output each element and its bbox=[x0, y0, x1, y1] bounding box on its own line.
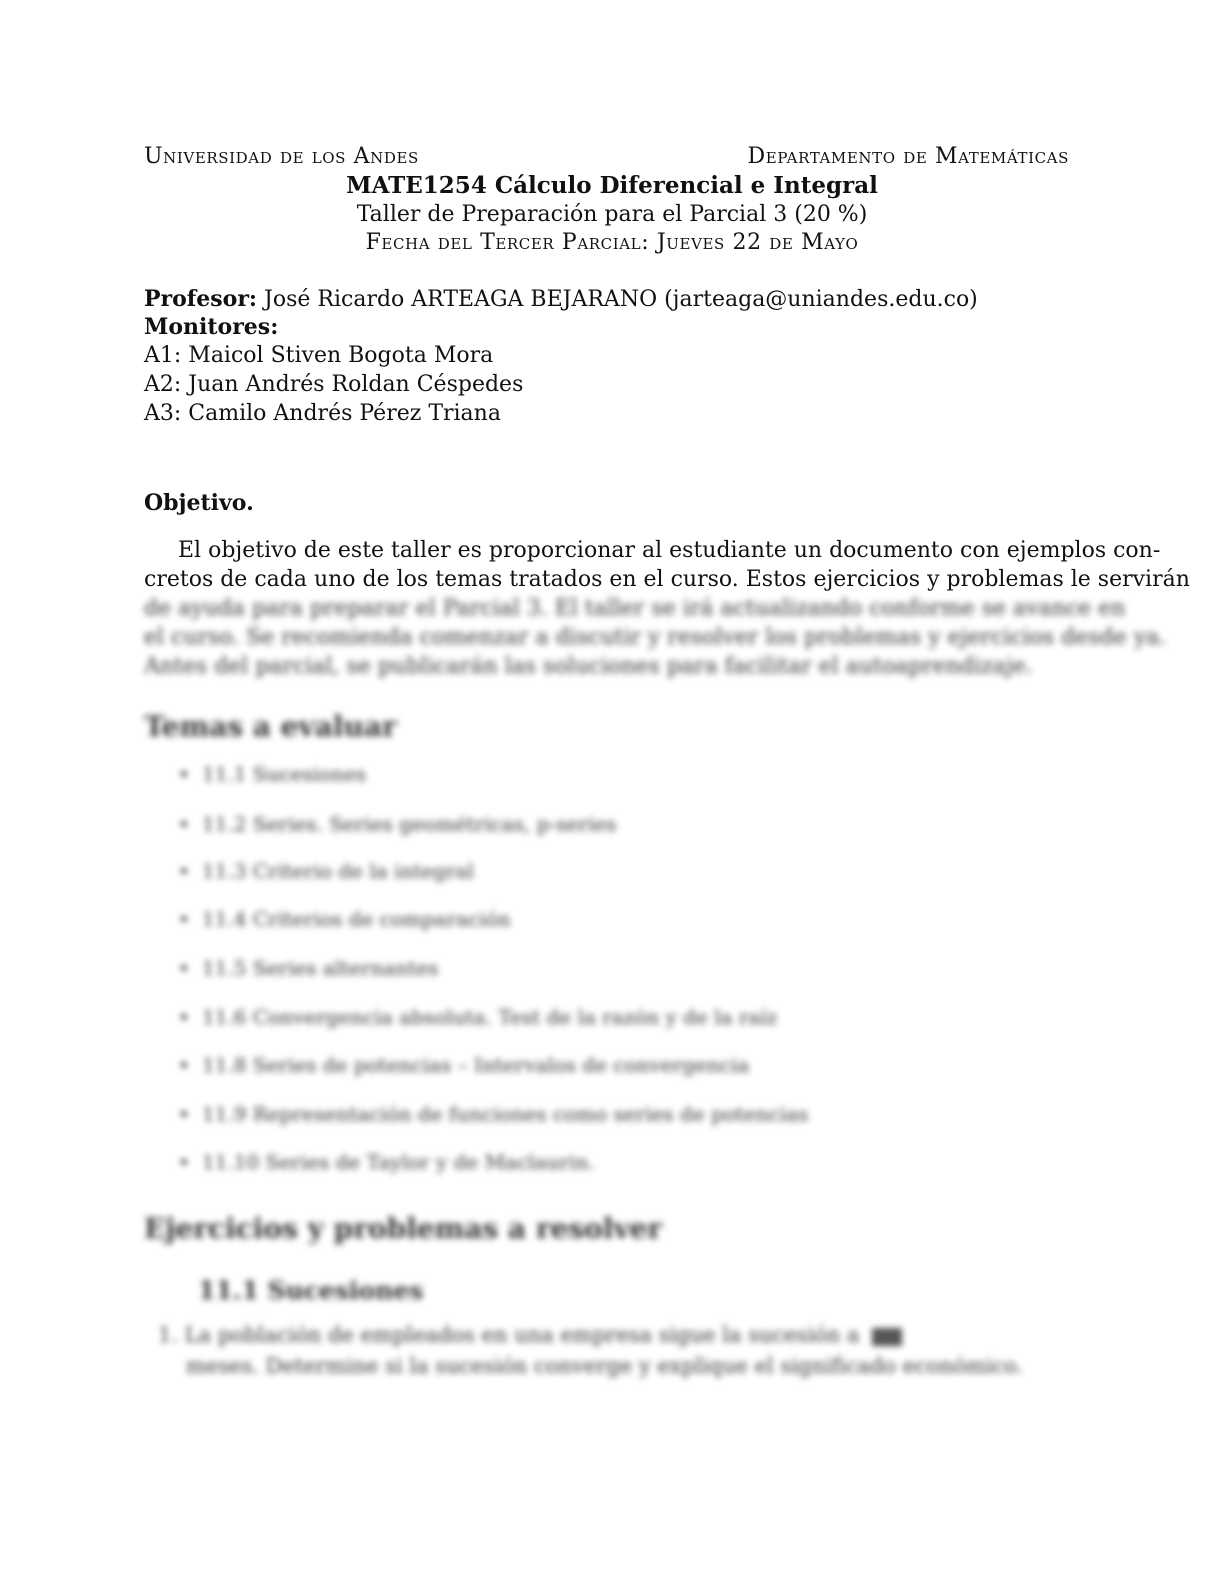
topic-item: • 11.4 Criterios de comparación bbox=[178, 907, 511, 931]
department-name: Departamento de Matemáticas bbox=[747, 144, 1069, 169]
profesor-label: Profesor: bbox=[144, 286, 258, 312]
formula-icon bbox=[872, 1328, 902, 1346]
exercise-text-continuation: meses. Determine si la sucesión converge y explique el significado económico. bbox=[186, 1354, 1023, 1378]
monitores-label: Monitores: bbox=[144, 314, 279, 340]
topic-item: • 11.9 Representación de funciones como series de potencias bbox=[178, 1102, 809, 1126]
topic-item: • 11.3 Criterio de la integral bbox=[178, 859, 474, 883]
profesor-name: José Ricardo ARTEAGA BEJARANO (jarteaga@uniandes.edu.co) bbox=[264, 287, 978, 312]
temas-title: Temas a evaluar bbox=[144, 710, 397, 743]
profesor-line bbox=[144, 286, 978, 312]
monitor-item: A3: Camilo Andrés Pérez Triana bbox=[144, 401, 501, 426]
monitor-item: A2: Juan Andrés Roldan Céspedes bbox=[144, 372, 524, 397]
objetivo-line: de ayuda para preparar el Parcial 3. El taller se irá actualizando conforme se avance en bbox=[144, 596, 1126, 621]
course-title: MATE1254 Cálculo Diferencial e Integral bbox=[346, 172, 878, 199]
university-name: Universidad de los Andes bbox=[144, 144, 419, 169]
objetivo-title: Objetivo. bbox=[144, 490, 254, 516]
topic-item: • 11.8 Series de potencias – Intervalos de convergencia bbox=[178, 1053, 750, 1077]
topic-item: • 11.5 Series alternantes bbox=[178, 956, 439, 980]
objetivo-line: Antes del parcial, se publicarán las soluciones para facilitar el autoaprendizaje. bbox=[144, 654, 1033, 679]
exercise-text: La población de empleados en una empresa sigue la sucesión a bbox=[184, 1323, 860, 1347]
topic-item: • 11.2 Series. Series geométricas, p-series bbox=[178, 812, 617, 836]
topic-item: • 11.6 Convergencia absoluta. Test de la razón y de la raíz bbox=[178, 1005, 778, 1029]
exercise-number: 1. bbox=[158, 1323, 179, 1347]
objetivo-line: cretos de cada uno de los temas tratados en el curso. Estos ejercicios y problemas le servirán bbox=[144, 567, 1190, 592]
objetivo-line: El objetivo de este taller es proporcionar al estudiante un documento con ejemplos con- bbox=[178, 538, 1161, 563]
exam-date: Fecha del Tercer Parcial: Jueves 22 de Mayo bbox=[365, 230, 859, 255]
subsection-title: 11.1 Sucesiones bbox=[198, 1276, 424, 1305]
taller-subtitle: Taller de Preparación para el Parcial 3 (20 %) bbox=[356, 202, 868, 227]
objetivo-line: el curso. Se recomienda comenzar a discutir y resolver los problemas y ejercicios desde ya. bbox=[144, 625, 1167, 650]
monitor-item: A1: Maicol Stiven Bogota Mora bbox=[144, 343, 494, 368]
topic-item: • 11.1 Sucesiones bbox=[178, 762, 367, 786]
exercise-item bbox=[158, 1320, 1074, 1351]
ejercicios-title: Ejercicios y problemas a resolver bbox=[144, 1212, 663, 1245]
topic-item: • 11.10 Series de Taylor y de Maclaurin. bbox=[178, 1150, 595, 1174]
